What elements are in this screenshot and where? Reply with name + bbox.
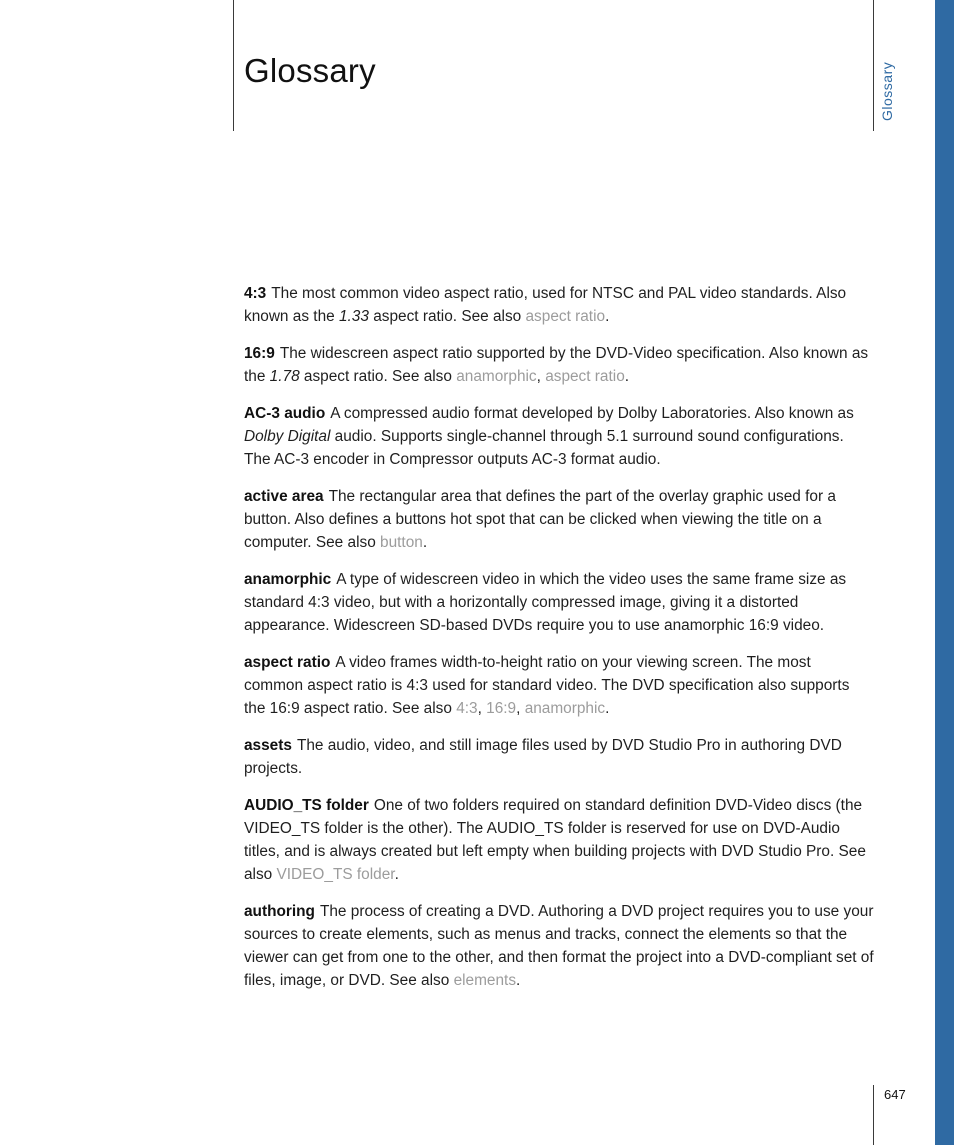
definition-text: . [624,368,630,385]
glossary-entry-4-3 [244,282,874,328]
definition-text: The rectangular area that defines the part of the overlay graphic used for a button. Also defines a buttons hot spot that can be clicked when viewing the title on a computer. See also [244,488,836,551]
side-tab-label: Glossary [879,62,895,122]
page-title: Glossary [244,52,376,89]
glossary-term: active area [244,488,324,505]
see-also-link-4-3[interactable]: 4:3 [456,700,478,717]
glossary-entry-aspect-ratio [244,651,874,720]
glossary-entry-authoring [244,900,874,992]
definition-text: The most common video aspect ratio, used for NTSC and PAL video standards. Also known as the [244,285,847,325]
definition-text: aspect ratio. See also [299,368,457,385]
glossary-term: 4:3 [244,285,267,302]
definition-text: . [605,700,610,717]
glossary-entry-assets [244,734,874,780]
definition-text: audio. Supports single-channel through 5.1 surround sound configurations. The AC-3 encoder in Compressor outputs AC-3 format audio. [244,428,844,468]
definition-text: A type of widescreen video in which the video uses the same frame size as standard 4:3 video, but with a horizontally compressed image, giving it a distorted appearance. Widescreen SD-based DVDs require you to use anamorphic 16:9 video. [244,571,847,634]
definition-separator: , [536,368,546,385]
definition-italic: 1.33 [338,308,369,325]
definition-text: aspect ratio. See also [368,308,526,325]
glossary-entry-active-area [244,485,874,554]
glossary-term: AUDIO_TS folder [244,797,369,814]
header-left-rule [233,0,234,131]
footer-right-rule [873,1085,874,1145]
definition-separator: , [477,700,487,717]
definition-italic: Dolby Digital [244,428,331,445]
glossary-term: AC-3 audio [244,405,326,422]
definition-text: A video frames width-to-height ratio on your viewing screen. The most common aspect ratio is 4:3 used for standard video. The DVD specification also supports the 16:9 aspect ratio. See also [244,654,850,717]
see-also-link-button[interactable]: button [380,534,423,551]
see-also-link-16-9[interactable]: 16:9 [486,700,517,717]
see-also-link-aspect-ratio[interactable]: aspect ratio [525,308,606,325]
definition-text: A compressed audio format developed by Dolby Laboratories. Also known as [330,405,854,422]
page-number: 647 [884,1087,906,1102]
header-right-rule [873,0,874,131]
definition-text: . [394,866,399,883]
glossary-term: assets [244,737,292,754]
see-also-link-anamorphic[interactable]: anamorphic [456,368,537,385]
definition-text: One of two folders required on standard definition DVD-Video discs (the VIDEO_TS folder is the other). The AUDIO_TS folder is reserved for use on DVD-Audio titles, and is always created but left empty when building projects with DVD Studio Pro. See also [244,797,866,883]
glossary-entry-ac3-audio [244,402,874,471]
see-also-link-video-ts-folder[interactable]: VIDEO_TS folder [276,866,395,883]
definition-separator: , [516,700,525,717]
see-also-link-anamorphic[interactable]: anamorphic [524,700,606,717]
glossary-entry-audio-ts-folder [244,794,874,886]
glossary-term: 16:9 [244,345,275,362]
glossary-term: aspect ratio [244,654,331,671]
glossary-term: anamorphic [244,571,332,588]
see-also-link-elements[interactable]: elements [453,972,517,989]
definition-text: . [605,308,610,325]
definition-text: The widescreen aspect ratio supported by the DVD-Video specification. Also known as the [244,345,869,385]
glossary-list [244,282,874,1006]
see-also-link-aspect-ratio[interactable]: aspect ratio [545,368,625,385]
definition-text: . [422,534,428,551]
glossary-term: authoring [244,903,315,920]
definition-italic: 1.78 [269,368,300,385]
chapter-color-bar [935,0,954,1145]
glossary-entry-16-9 [244,342,874,388]
definition-text: . [516,972,521,989]
definition-text: The audio, video, and still image files used by DVD Studio Pro in authoring DVD projects. [244,737,842,777]
definition-text: The process of creating a DVD. Authoring a DVD project requires you to use your sources to create elements, such as menus and tracks, connect the elements so that the viewer can get from one to the other, and then format the project into a DVD-compliant set of files, image, or DVD. See also [244,903,874,989]
glossary-entry-anamorphic [244,568,874,637]
